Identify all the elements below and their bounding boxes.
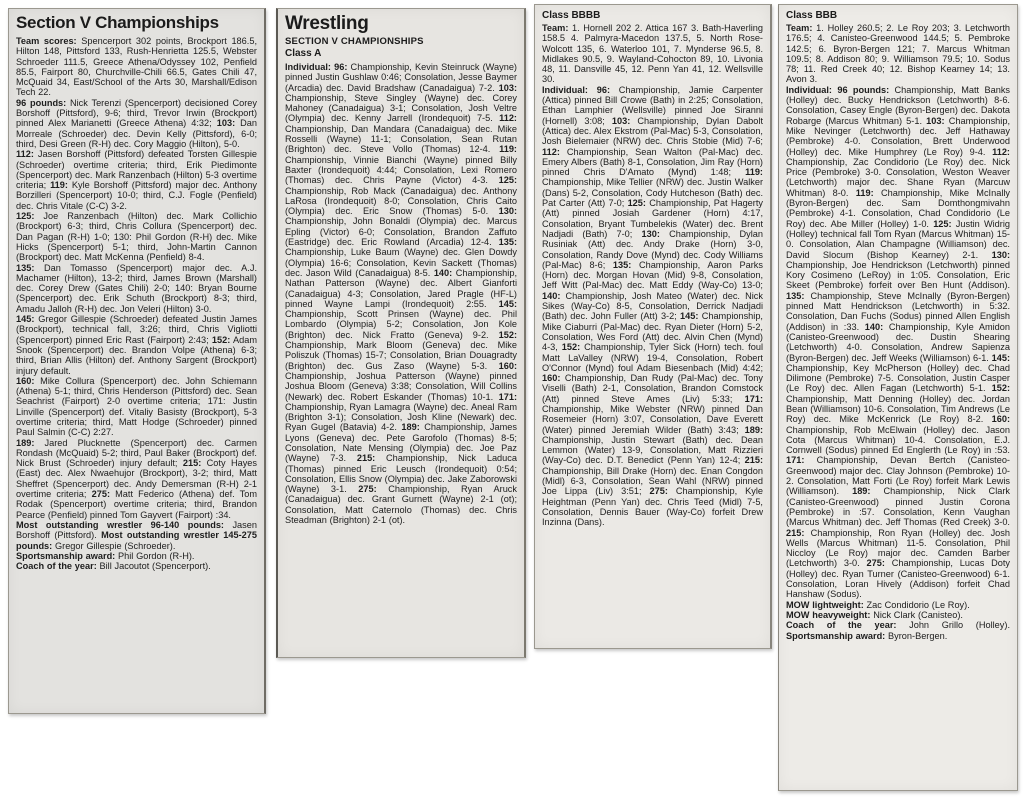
result-text: Championship, Steve McInally (Byron-Bergen) pinned Matt Hendrickson (Letchworth) in 5:32. Consolation, Dan Fuchs (Sodus) pinned Allen English (Addison) in :33.	[786, 290, 1010, 332]
weight-class-label: 152:	[211, 334, 231, 345]
clipping-title: Class BBB	[786, 10, 838, 21]
weight-class-label: 275:	[866, 558, 885, 569]
result-text: Dan Tomasso (Spencerport) major dec. A.J. Machamer (Hilton), 13-2; third, James Brown (Marshall) dec. Corey Drew (Gates Chili) 2-0; 140: Bryan Bourne (Spencerport) dec. Erik Schuth (Brockport) 8-3; third, Amadu Jalloh (R-H) dec. Jon Veleri (Hilton) 3-0.	[16, 262, 257, 314]
weight-class-label: 130:	[498, 206, 517, 217]
result-text: Spencerport 302 points, Brockport 186.5, Hilton 148, Pittsford 133, Rush-Henrietta 125.5, Webster Schroeder 111.5, Greece Athena/Odyssey 102, Penfield 85.5, Fairport 80, Churchville-Chili 66.5, Gates Chili 47, McQuaid 34, East/School of the Arts 30, Marshall/Edison Tech 22.	[16, 36, 257, 98]
result-text: Championship, Justin Stewart (Bath) dec. Dean Lemmon (Water) 13-9, Consolation, Matt Rizzieri (Way-Co) dec. D.T. Benedict (Penn Yan) 12-4;	[542, 434, 763, 466]
weight-class-label: 140:	[864, 321, 884, 332]
result-text: Championship, Lucas Doty (Holley) dec. Ryan Turner (Canisteo-Greenwood) 6-1. Consolation, Loran Hively (Addison) forfeit Chad Hanshaw (Sodus).	[786, 558, 1010, 600]
weight-class-label: 160:	[16, 375, 35, 386]
weight-class-label: Sportsmanship award:	[786, 630, 886, 641]
weight-class-label: 96:	[596, 84, 610, 95]
weight-class-label: Most outstanding wrestler 145-275 pounds:	[16, 530, 257, 551]
result-text: Matt Federico (Athena) def. Tom Rodak (Spencerport) overtime criteria; third, Brandon Pearce (Penfield) pinned Tom Gayvert (Fairport) :34.	[16, 489, 257, 520]
weight-class-label: 103:	[498, 82, 517, 93]
result-text: Championship, Mike Webster (NRW) pinned Dan Rosemeier (Horn) 3:07, Consolation, Dave Everett (Water) pinned Jeremiah Wilder (Bath) 3:43;	[542, 403, 763, 435]
weight-class-label: Most outstanding wrestler 96-140 pounds:	[16, 519, 224, 530]
weight-class-label: Coach of the year:	[16, 561, 97, 572]
weight-class-label: 96 pounds:	[837, 84, 890, 95]
result-text: Championship, Devan Bertch (Canisteo-Greenwood) major dec. Clay Johnson (Pembroke) 10-2. Consolation, Matt Forti (Le Roy) forfeit Mark Lewis (Williamson).	[786, 455, 1010, 497]
weight-class-label: 160:	[498, 360, 517, 371]
result-text: Byron-Bergen.	[885, 630, 948, 641]
result-text: Championship, Luke Baum (Wayne) dec. Glen Dowdy (Olympia) 16-6; Consolation, Kevin Sackett (Thomas) dec. Jason Wild (Canadaigua) 8-5.	[285, 247, 517, 278]
weight-class-label: MOW lightweight:	[786, 599, 864, 610]
result-text: Nick Clark (Canisteo).	[870, 609, 963, 620]
weight-class-label: 125:	[498, 175, 517, 186]
result-text: Championship, Dylan Rusiniak (Att) dec. Andy Drake (Horn) 3-0, Consolation, Randy Dove (Mynd) dec. Cody Williams (Pal-Mac) 8-6;	[542, 228, 764, 270]
weight-class-label: 152:	[498, 329, 517, 340]
result-paragraph	[285, 62, 517, 525]
weight-class-label: 171:	[786, 455, 805, 466]
result-paragraph	[16, 263, 257, 314]
result-paragraph	[16, 376, 257, 438]
result-text: 1. Hornell 202 2. Attica 167 3. Bath-Haverling 158.5 4. Palmyra-Macedon 137.5, 5. North Rose-Wolcott 135, 6. Waterloo 101, 7. Mynderse 96.5, 8. Midlakes 90.5, 9. Wayland-Cohocton 89, 10. Livonia 48, 11. Dansville 45, 12. Penn Yan 41, 12. Wellsville 30.	[542, 23, 763, 85]
weight-class-label: 103:	[926, 115, 945, 126]
weight-class-label: 96:	[334, 62, 348, 72]
result-text: Jasen Borshoff (Pittsford).	[16, 519, 257, 541]
result-paragraph	[786, 23, 1010, 85]
result-text: Championship, Joe Hendrickson (Letchworth) pinned Kory Cosimeno (LeRoy) in 1:05. Consolation, Eric Skeet (Pembroke) forfeit over Ben Hunt (Addison).	[786, 259, 1010, 291]
clipping-body	[786, 23, 1010, 641]
result-text: Championship, Zac Condidorio (Le Roy) dec. Nick Price (Pembroke) 3-0. Consolation, Weston Weaver (Letchworth) major dec. Shane Ryan (Marcuw Whitman) 8-0.	[786, 156, 1010, 198]
weight-class-label: 152:	[991, 383, 1010, 394]
weight-class-label: Individual:	[786, 84, 832, 95]
clipping-section-v-championships	[8, 8, 266, 714]
result-text: Championship, John Bonaldi (Olympia) dec. Marcus Epling (Victor) 6-0; Consolation, Brandon Zaffuto (Eastridge) dec. Eric Rowland (Arcadia) 12-4.	[285, 216, 517, 248]
weight-class-label: MOW heavyweight:	[786, 609, 871, 620]
result-text: Championship, Rob McElwain (Holley) dec. Jason Cota (Marcus Whitman) 10-4. Consolation, E.J. Cornwell (Sodus) pinned Ed Englerth (Le Roy) in :53.	[786, 424, 1010, 456]
result-text: Championship, Ryan Aruck (Canadaigua) dec. Grant Gurnett (Wayne) 2-1 (ot); Consolation, Matt Caternolo (Thomas) dec. Chris Steadman (Brighton) 2-1 (ot).	[285, 484, 517, 526]
weight-class-label: 103:	[611, 115, 631, 126]
result-paragraph	[16, 551, 257, 561]
result-text: Gregor Gillespie (Schroeder).	[52, 540, 176, 551]
weight-class-label: 189:	[16, 437, 35, 448]
result-text: Kyle Borshoff (Pittsford) major dec. Anthony Borzilleri (Spencerport) 10-0; third, C.J. Fogle (Penfield) dec. Chris Vitale (C-C) 3-2.	[16, 180, 257, 211]
weight-class-label: 125:	[627, 198, 646, 209]
result-paragraph	[16, 149, 257, 211]
result-text: Championship, Bill Drake (Horn) dec. Enan Congdon (Midl) 6-3, Consolation, Sean Wahl (NRW) pinned Joe Lippa (Liv) 3:51;	[542, 465, 763, 497]
weight-class-label: 112:	[16, 149, 34, 160]
clipping-class-label: Class A	[285, 48, 322, 59]
result-text: Championship, Matt Banks (Holley) dec. Bucky Hendrickson (Letchworth) 8-6. Consolation, Casey Engle (Byron-Bergen) dec. Dakota Robarge (Marcus Whitman) 5-1.	[786, 84, 1011, 126]
weight-class-label: 160:	[991, 414, 1010, 425]
result-text: Championship, Aaron Parks (Horn) dec. Morgan Hovan (Mid) 9-8, Consolation, Jeff Witt (Pal-Mac) dec. Matt Eddy (Way-Co) 13-0;	[542, 259, 763, 291]
result-paragraph	[16, 211, 257, 262]
clipping-body	[285, 62, 517, 525]
weight-class-label: 275:	[649, 486, 668, 497]
clipping-subtitle: SECTION V CHAMPIONSHIPS	[285, 36, 424, 47]
weight-class-label: 215:	[182, 458, 202, 469]
result-text: Championship, Key McPherson (Holley) dec. Chad Dilimone (Pembroke) 7-5. Consolation, Justin Casper (Le Roy) dec. Allen Fagan (Letchworth) 5-1.	[786, 362, 1010, 394]
weight-class-label: 119:	[855, 187, 874, 198]
weight-class-label: 215:	[786, 527, 805, 538]
result-text	[588, 85, 597, 95]
result-text: Championship, Dylan Dabolt (Attica) dec. Alex Ekstrom (Pal-Mac) 5-3, Consolation, Josh Bielemaier (NRW) dec. Chris Stobie (Mid) 7-6;	[542, 115, 763, 147]
weight-class-label: 103:	[216, 118, 236, 129]
weight-class-label: Team:	[786, 23, 813, 33]
result-paragraph	[786, 85, 1010, 600]
result-text: Championship, Mark Bloom (Geneva) dec. Mike Poliszuk (Thomas) 15-7; Consolation, Brian Douagradty (Brighton) dec. Gus Zaso (Wayne) 5-3.	[285, 340, 517, 371]
clipping-class-bbbb	[534, 4, 772, 649]
result-text: Championship, Steve Singley (Wayne) dec. Corey Mahoney (Canadaigua) 3-1; Consolation, Josh Veltre (Olympia) dec. Kenny Jarrell (Irondequoit) 7-5.	[285, 92, 517, 124]
weight-class-label: 215:	[356, 453, 376, 464]
clipping-wrestling-class-a	[276, 8, 526, 658]
result-text: Championship, Mike McInally (Byron-Bergen) dec. Sam Domthongmivahn (Pembroke) 4-1. Consolation, Chad Condidorio (Le Roy) dec. Abe Miller (Holley) 1-0.	[786, 187, 1010, 229]
result-paragraph	[16, 561, 257, 571]
weight-class-label: 112:	[542, 146, 560, 157]
weight-class-label: 135:	[786, 290, 805, 301]
weight-class-label: 130:	[641, 228, 660, 239]
weight-class-label: 171:	[498, 391, 517, 402]
weight-class-label: 189:	[852, 486, 871, 497]
result-paragraph	[542, 85, 763, 528]
result-text: Championship, Ryan Lamagra (Wayne) dec. Aneal Ram (Brighton 3-1); Consolation, Josh Kline (Newark) dec. Ryan Gugel (Batavia) 4-2.	[285, 401, 517, 433]
result-text: Coty Hayes (East) dec. Alex Nwaehujor (Brockport), 3-2; third, Matt Sheffret (Spencerport) dec. Andy Demersman (R-H) 2-1 overtime criteria;	[16, 458, 257, 500]
result-text: Championship, Rob Mack (Canadaigua) dec. Anthony LaRosa (Irondequoit) 8-0; Consolation, Chris Caito (Olympia) dec. Eric Snow (Thomas) 5-0.	[285, 185, 517, 217]
result-text: Championship, Kyle Amidon (Canisteo-Greenwood) dec. Dustin Shearing (Letchworth) 4-0. Consolation, Andrew Sapienza (Byron-Bergen) dec. Jeff Weeks (Williamson) 6-1.	[786, 321, 1010, 363]
weight-class-label: 135:	[612, 259, 632, 270]
result-text: John Grillo (Holley).	[896, 620, 1010, 631]
result-text: Nick Terenzi (Spencerport) decisioned Corey Borshoff (Pittsford), 9-6; third, Trevor Irwin (Brockport) pinned Alex Marianetti (Greece Athena) 4:32;	[16, 97, 258, 129]
weight-class-label: Sportsmanship award:	[16, 550, 116, 561]
result-paragraph	[16, 520, 257, 551]
weight-class-label: 152:	[561, 342, 581, 353]
weight-class-label: 145:	[16, 314, 35, 325]
weight-class-label: 171:	[744, 393, 763, 404]
result-text: Championship, Joshua Patterson (Wayne) pinned Joshua Bloom (Geneva) 3:38; Consolation, Will Collins (Newark) dec. Robert Eskander (Thomas) 10-1.	[285, 370, 517, 402]
weight-class-label: 140:	[542, 290, 561, 301]
result-paragraph	[542, 23, 763, 85]
result-text: Adam Snook (Spencerport) dec. Brandon Volpe (Athena) 6-3; third, Brian Allis (Hilton) def. Anthony Sargent (Brockport) injury default.	[16, 334, 257, 376]
weight-class-label: 112:	[992, 146, 1010, 157]
weight-class-label: 125:	[933, 218, 952, 229]
weight-class-label: 189:	[401, 422, 420, 433]
result-paragraph	[786, 610, 1010, 620]
result-text: Championship, Mike Ciaburri (Pal-Mac) dec. Ryan Dieter (Horn) 5-2, Consolation, Wes Ford (Att) dec. Alvin Chen (Mynd) 4-3,	[542, 311, 763, 353]
result-paragraph	[786, 620, 1010, 641]
weight-class-label: 140:	[433, 267, 453, 278]
result-text: Championship, Nick Laduca (Thomas) pinned Eric Leusch (Irondequoit) 0:54; Consolation, Ellis Snow (Olympia) dec. Jake Zaborowski (Wayne) 3-1.	[285, 453, 517, 495]
result-paragraph	[16, 98, 257, 149]
weight-class-label: Team:	[542, 23, 569, 33]
result-text: Championship, Dan Mandara (Canadaigua) dec. Mike Rosselli (Wayne) 11-1; Consolation, Sean Rutan (Brighton) dec. Steve Vollo (Thomas) 12-4.	[285, 123, 517, 155]
clipping-body	[16, 36, 257, 571]
result-text: Championship, Tyler Sick (Horn) tech. foul Matt LaValley (NRW) 19-4, Consolation, Robert O'Connor (Mynd) foul Adam Biesenbach (Mid) 4:42;	[542, 342, 763, 373]
clipping-title: Section V Championships	[16, 13, 219, 32]
weight-class-label: 135:	[498, 237, 517, 248]
weight-class-label: 189:	[744, 424, 763, 435]
result-text: Championship, Josh Mateo (Water) dec. Nick Sikes (Way-Co) 8-5, Consolation, Derrick Nadjadi (Bath) dec. John Fuller (Att) 3-2;	[542, 290, 763, 322]
result-text: Jared Plucknette (Spencerport) dec. Carmen Rondash (McQuaid) 5-2; third, Paul Baker (Brockport) def. Nick Brust (Schroeder) injury default;	[16, 437, 257, 469]
weight-class-label: 96 pounds:	[16, 97, 67, 108]
result-text: Joe Ranzenbach (Hilton) dec. Mark Collichio (Brockport) 6-3; third, Chris Collura (Spencerport) dec. Dan Pagan (R-H) 1-0; 130: Phil Gordon (R-H) dec. Mike Hicks (Spencerport) 5-1; third, John-Martin Cannon (Brockport) dec. Matt McKenna (Penfield) 8-4.	[16, 211, 257, 263]
result-text: Championship, James Lyons (Geneva) dec. Pete Garofolo (Thomas) 8-5; Consolation, Nate Mensing (Olympia) dec. Joe Paz (Wayne) 7-3.	[285, 422, 517, 464]
weight-class-label: 125:	[16, 211, 35, 222]
result-text: Championship, Kyle Heightman (Penn Yan) dec. Chris Teed (Midl) 7-5, Consolation, Dennis Bauer (Way-Co) forfeit Drew Inzinna (Dans).	[542, 486, 763, 528]
result-text: 1. Holley 260.5; 2. Le Roy 203; 3. Letchworth 176.5; 4. Canisteo-Greenwood 144.5; 5. Pembroke 142.5; 6. Byron-Bergen 121; 7. Marcus Whitman 109.5; 8. Addison 80; 9. Williamson 79.5; 10. Sodus 78; 11. Red Creek 40; 12. Bishop Kearney 14; 13. Avon 3.	[786, 23, 1010, 85]
weight-class-label: Team scores:	[16, 36, 77, 46]
result-text: Gregor Gillespie (Schroeder) defeated Justin James (Brockport), technical fall, 3:26; third, Chris Vigliotti (Spencerport) pinned Eric Rast (Fairport) 2:43;	[16, 314, 257, 345]
weight-class-label: 145:	[498, 298, 517, 309]
weight-class-label: 119:	[745, 167, 763, 178]
weight-class-label: 145:	[991, 352, 1010, 363]
weight-class-label: 160:	[542, 373, 561, 384]
result-text: Championship, Scott Prinsen (Wayne) dec. Phil Lombardo (Olympia) 5-2; Consolation, Jon Kole (Brighton) dec. Nick Fratto (Geneva) 9-2.	[285, 309, 517, 340]
clipping-body	[542, 23, 763, 528]
weight-class-label: 119:	[50, 180, 68, 191]
result-text: Championship, Mike Tellier (NRW) dec. Justin Walker (Dans) 5-2, Consolation, Cody Hutcheson (Bath) dec. Pat Carter (Att) 7-0;	[542, 177, 763, 209]
result-text: Dan Morreale (Schroeder) dec. Devin Kelly (Pittsford), 6-0; third, Desi Green (R-H) dec. Cory Maggio (Hilton), 5-0.	[16, 118, 258, 149]
result-text: Championship, Mike Nevinger (Letchworth) dec. Jeff Hathaway (Pembroke) 4-0. Consolation, Brett Underwood (Holley) dec. Mike Humphrey (Le Roy) 9-4.	[786, 115, 1010, 157]
result-text: Championship, Nathan Patterson (Wayne) dec. Albert Gianforti (Canadaigua) 4-3; Consolation, Jared Pragle (HF-L) pinned Wayne Lampi (Irondequoit) 2:55.	[285, 267, 517, 309]
result-text: Championship, Sean Walton (Pal-Mac) dec. Emery Albers (Bath) 8-1, Consolation, Jim Ray (Horn) pinned Chris D'Amato (Mynd) 1:48;	[542, 146, 763, 178]
weight-class-label: 135:	[16, 262, 35, 273]
result-text: Championship, Vinnie Bianchi (Wayne) pinned Billy Baxter (Irondequoit) 4:44; Consolation, Lexi Romero (Thomas) dec. Chris Payne (Victor) 4-3.	[285, 154, 517, 186]
clipping-class-bbb	[778, 4, 1018, 791]
result-paragraph	[16, 438, 257, 520]
result-text: Bill Jacoutot (Spencerport).	[96, 561, 211, 572]
result-text: Championship, Nick Clark (Canisteo-Greenwood) pinned Justin Corona (Pembroke) in :57. Consolation, Kenn Vaughan (Marcus Whitman) dec. Jeff Thomas (Red Creek) 3-0.	[786, 486, 1010, 528]
weight-class-label: Individual:	[285, 62, 331, 72]
result-text: Phil Gordon (R-H).	[115, 550, 195, 561]
weight-class-label: Coach of the year:	[786, 620, 897, 631]
result-paragraph	[786, 600, 1010, 610]
result-text: Championship, Jamie Carpenter (Attica) pinned Bill Crowe (Bath) in 2:25; Consolation, Ethan Lamphier (Wellsville) pinned Joe Siranni (Hornell) 3:08;	[542, 84, 763, 126]
result-text: Championship, Dan Rudy (Pal-Mac) dec. Tony Viselli (Bath) 2-1, Consolation, Brandon Comstock (Att) pinned Steve Ames (Liv) 5:33;	[542, 373, 763, 404]
result-text: Championship, Ron Ryan (Holley) dec. Josh Wells (Marcus Whitman) 11-5. Consolation, Phil Niccloy (Le Roy) major dec. Camden Barber (Letchworth) 3-0.	[786, 527, 1010, 569]
result-text: Championship, Matt Denning (Holley) dec. Jordan Bean (Williamson) 10-6. Consolation, Tim Andrews (Le Roy) dec. Mike McKenrick (Le Roy) 8-2.	[786, 393, 1010, 425]
result-paragraph	[16, 36, 257, 98]
weight-class-label: 275:	[358, 484, 377, 495]
result-text: Jasen Borshoff (Pittsford) defeated Torsten Gillespie (Schroeder) overtime criteria; third, Erik Piedimonte (Spencerport) dec. Mark Ranzenbach (Hilton) 5-3 overtime criteria;	[16, 149, 257, 191]
result-text: Mike Collura (Spencerport) dec. John Schiemann (Athena) 5-1; third, Chris Henderson (Pittsford) dec. Sean Seachrist (Fairport) 2-0 overtime criteria; 171: Justin Linville (Spencerport) def. Vitaliy Basisty (Brockport), 5-3 overtime criteria; third, Matt Hodge (Schroeder) pinned Paul Salmin (C-C) 2:27.	[16, 375, 257, 438]
result-text: Justin Widrig (Holley) technical fall Tom Ryan (Marcus Whitman) 15-0. Consolation, Alan Champagne (Williamson) dec. David Slocum (Bishop Kearney) 2-1.	[786, 218, 1010, 260]
weight-class-label: 130:	[991, 249, 1010, 260]
weight-class-label: 112:	[499, 113, 517, 124]
weight-class-label: 119:	[499, 144, 517, 155]
weight-class-label: 145:	[680, 311, 699, 322]
result-text: Championship, Pat Hagerty (Att) pinned Josiah Gardener (Horn) 4:17, Consolation, Bryant Tumbelekis (Water) dec. Brent Nadjadi (Bath) 7-0;	[542, 198, 763, 239]
result-text: Zac Condidorio (Le Roy).	[863, 599, 970, 610]
clipping-title: Class BBBB	[542, 10, 601, 21]
weight-class-label: Individual:	[542, 84, 588, 95]
result-text: Championship, Kevin Steinruck (Wayne) pinned Justin Gushlaw 0:46; Consolation, Jesse Baymer (Arcadia) dec. David Bradshaw (Canadaigua) 7-2.	[285, 62, 517, 93]
clipping-title: Wrestling	[285, 13, 369, 34]
result-paragraph	[16, 314, 257, 376]
weight-class-label: 275:	[91, 489, 110, 500]
weight-class-label: 215:	[744, 455, 763, 466]
